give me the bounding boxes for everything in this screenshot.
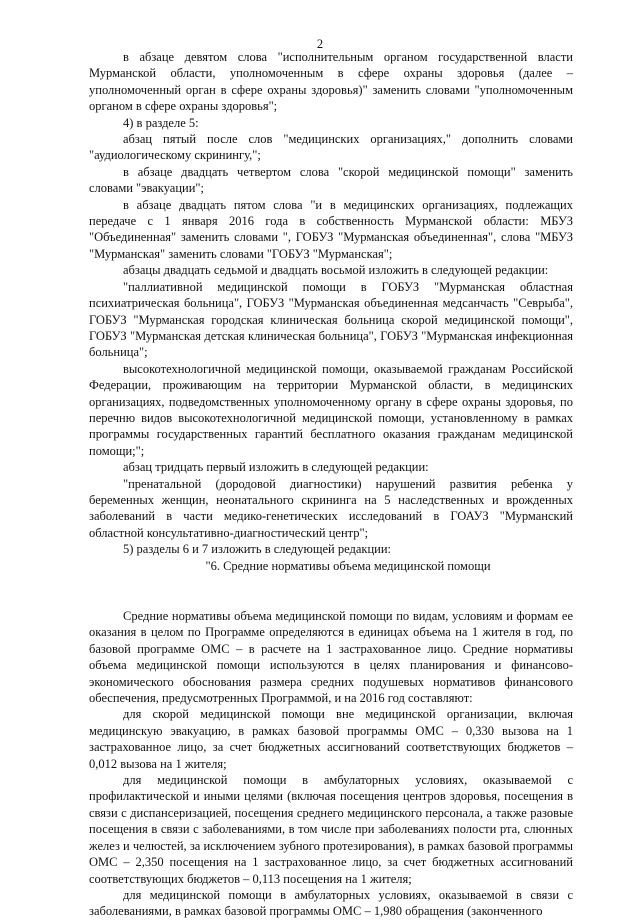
paragraph: в абзаце двадцать четвертом слова "скорой медицинской помощи" заменить словами "эвакуации";	[89, 164, 573, 196]
page-number: 2	[316, 37, 324, 51]
section-heading: "6. Средние нормативы объема медицинской помощи	[205, 558, 491, 573]
document-body	[89, 49, 573, 920]
paragraph: "паллиативной медицинской помощи в ГОБУЗ "Мурманская областная психиатрическая больница", ГОБУЗ "Мурманская объединенная медсанчасть "Севрыба", ГОБУЗ "Мурманская городская клиническая больница скорой медицинской помощи", ГОБУЗ "Мурманская детская клиническая больница", ГОБУЗ "Мурманская инфекционная больница";	[89, 279, 573, 360]
paragraph: в абзаце девятом слова "исполнительным органом государственной власти Мурманской области, уполномоченным в сфере охраны здоровья (далее – уполномоченный орган в сфере охраны здоровья)" заменить словами "уполномоченным органом в сфере охраны здоровья";	[89, 50, 573, 114]
amendments-list	[89, 49, 573, 558]
section-6-text	[89, 608, 573, 920]
paragraph: абзац тридцать первый изложить в следующей редакции:	[123, 460, 429, 475]
paragraph: высокотехнологичной медицинской помощи, оказываемой гражданам Российской Федерации, проживающим на территории Мурманской области, в медицинских организациях, подведомственных уполномоченному органу в сфере охраны здоровья, по перечню видов высокотехнологичной медицинской помощи, установленному в рамках программы государственных гарантий бесплатного оказания гражданам медицинской помощи;";	[89, 361, 573, 458]
paragraph: "пренатальной (дородовой диагностики) нарушений развития ребенка у беременных женщин, неонатального скрининга на 5 наследственных и врожденных заболеваний в части медико-генетических исследований в ГОАУЗ "Мурманский областной консультативно-диагностический центр";	[89, 476, 573, 540]
paragraph: для скорой медицинской помощи вне медицинской организации, включая медицинскую эвакуацию, в рамках базовой программы ОМС – 0,330 вызова на 1 застрахованное лицо, за счет бюджетных ассигнований соответствующих бюджетов – 0,012 вызова на 1 жителя;	[89, 707, 573, 771]
paragraph: 4) в разделе 5:	[123, 115, 199, 130]
paragraph: 5) разделы 6 и 7 изложить в следующей редакции:	[123, 542, 391, 557]
paragraph: для медицинской помощи в амбулаторных условиях, оказываемой с профилактической и иными целями (включая посещения центров здоровья, посещения в связи с диспансеризацией, посещения среднего медицинского персонала, а также разовые посещения в связи с заболеваниями, в том числе при заболеваниях полости рта, слюнных желез и челюстей, за исключением зубного протезирования), в рамках базовой программы ОМС – 2,350 посещения на 1 застрахованное лицо, за счет бюджетных ассигнований соответствующих бюджетов – 0,113 посещения на 1 жителя;	[89, 773, 573, 886]
paragraph: в абзаце двадцать пятом слова "и в медицинских организациях, подлежащих передаче с 1 января 2016 года в собственность Мурманской области: МБУЗ "Объединенная" заменить словами ", ГОБУЗ "Мурманская объединенная", слова "МБУЗ "Мурманская" заменить словами "ГОБУЗ "Мурманская";	[89, 197, 573, 261]
paragraph: Средние нормативы объема медицинской помощи по видам, условиям и формам ее оказания в целом по Программе определяются в единицах объема на 1 жителя в год, по базовой программе ОМС – в расчете на 1 застрахованное лицо. Средние нормативы объема медицинской помощи используются в целях планирования и финансово-экономического обоснования размера средних подушевых нормативов финансового обеспечения, предусмотренных Программой, и на 2016 год составляют:	[89, 609, 573, 706]
section-spacer	[89, 574, 573, 608]
paragraph: для медицинской помощи в амбулаторных условиях, оказываемой в связи с заболеваниями, в рамках базовой программы ОМС – 1,980 обращения (законченного	[89, 887, 573, 919]
paragraph: абзац пятый после слов "медицинских организациях," дополнить словами "аудиологическому скринингу,";	[89, 132, 573, 163]
paragraph: абзацы двадцать седьмой и двадцать восьмой изложить в следующей редакции:	[123, 263, 549, 278]
